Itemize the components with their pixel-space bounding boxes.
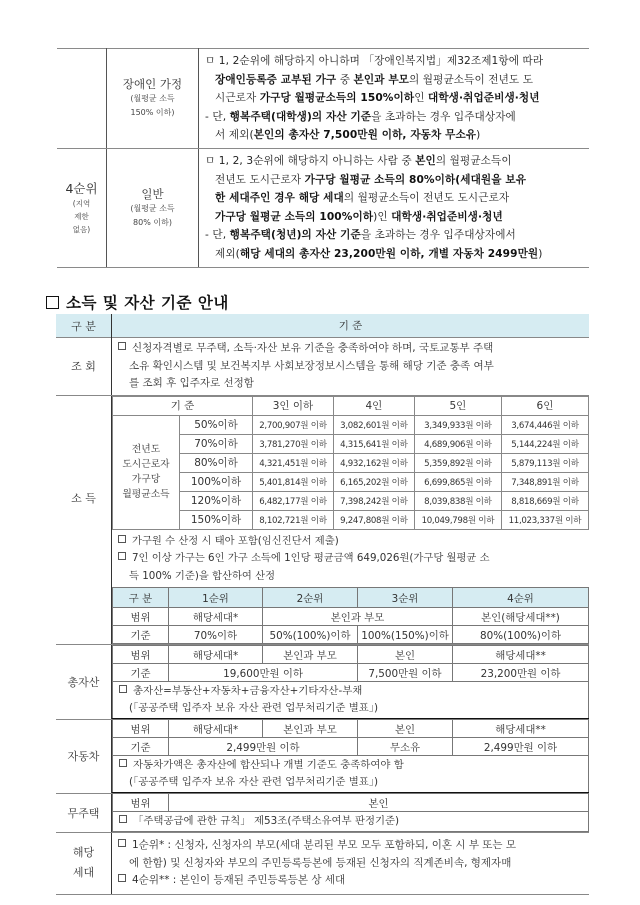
rank-cell: 본인(해당세대**) — [453, 608, 589, 626]
description-segment: - 단, — [205, 229, 230, 242]
description-segment: 가구당 월평균 소득의 100%이하 — [215, 210, 374, 223]
inquiry-line: 를 조회 후 입주자로 선정함 — [129, 377, 254, 389]
description-line — [205, 89, 585, 108]
rank-header-cell: 1순위 — [169, 588, 263, 608]
income-value-cell: 9,247,808원 이하 — [333, 510, 414, 529]
rank-cell: 범위 — [113, 794, 169, 812]
assets-std-row — [113, 664, 589, 682]
income-value-cell: 7,398,242원 이하 — [333, 491, 414, 510]
income-value-cell: 8,818,669원 이하 — [501, 491, 588, 510]
header-criteria: 기 준 — [112, 314, 590, 338]
nohouse-note-row — [113, 812, 589, 832]
description-segment: 의 월평균소득이 — [435, 154, 512, 167]
description-line — [205, 108, 585, 127]
checkbox-bullet-icon — [119, 685, 127, 693]
rank-cell: 해당세대* — [169, 608, 263, 626]
eligibility-table — [57, 48, 589, 268]
checkbox-bullet-icon — [118, 874, 126, 882]
income-grid-header — [113, 396, 589, 415]
nohouse-table — [112, 793, 589, 832]
income-label-text: 소 득 — [71, 491, 96, 505]
income-value-cell: 4,315,641원 이하 — [333, 434, 414, 453]
section-title — [46, 291, 229, 313]
rank-cell: 본인 — [358, 646, 453, 664]
rank-cell: 80%(100%)이하 — [453, 626, 589, 644]
income-notes — [112, 530, 589, 588]
type-label: 장애인 가정 — [122, 77, 183, 92]
checkbox-bullet-icon — [118, 839, 126, 847]
rank-cell: 70%이하 — [169, 626, 263, 644]
household-text — [112, 833, 590, 895]
income-value-cell: 4,932,162원 이하 — [333, 453, 414, 472]
income-value-cell: 8,102,721원 이하 — [253, 510, 334, 529]
income-grid-header-cell: 3인 이하 — [253, 396, 334, 415]
income-group-line: 월평균소득 — [122, 489, 170, 500]
description-segment: 제외( — [215, 247, 240, 260]
section-title-text: 소득 및 자산 기준 안내 — [66, 294, 229, 312]
rank-sub-label: (지역 제한 없음) — [72, 199, 91, 235]
description-segment: 행복주택(대학생)의 자산 기준 — [229, 110, 372, 123]
description-segment: ) — [476, 129, 481, 142]
description-segment: 본인의 총자산 7,500만원 이하, 자동차 무소유 — [253, 129, 477, 142]
income-pct-cell: 120%이하 — [180, 491, 253, 510]
rank-cell: 범위 — [113, 720, 169, 738]
income-group-line: 도시근로자 — [122, 459, 170, 470]
description-line — [205, 189, 585, 208]
car-std-row — [113, 738, 589, 756]
checkbox-bullet-icon — [119, 759, 127, 767]
car-scope-row — [113, 720, 589, 738]
inquiry-text — [112, 338, 590, 396]
income-value-cell: 5,879,113원 이하 — [501, 453, 588, 472]
assets-note-row — [113, 682, 589, 719]
checkbox-bullet-icon — [119, 815, 127, 823]
checkbox-bullet-icon — [118, 552, 126, 560]
income-pct-cell: 150%이하 — [180, 510, 253, 529]
checkbox-bullet-icon — [118, 535, 126, 543]
household-label-text: 해당 — [72, 846, 95, 860]
household-note: 에 한함) 및 신청자와 부모의 주민등록등본에 등재된 신청자의 직계존비속, 형제자매 — [129, 856, 512, 869]
income-pct-cell: 70%이하 — [180, 434, 253, 453]
description-segment: 대학생·취업준비생·청년 — [391, 210, 503, 223]
income-value-cell: 11,023,337원 이하 — [501, 510, 588, 529]
assets-scope-row — [113, 646, 589, 664]
description-segment: ㅁ 1, 2, 3순위에 해당하지 아니하는 사람 중 — [205, 154, 416, 167]
type-sub-label: 150% 이하) — [130, 108, 175, 118]
assets-note-text: (「공공주택 입주자 보유 자산 관련 업무처리기준 별표」) — [129, 702, 379, 714]
nohouse-label: 무주택 — [56, 793, 112, 833]
description-segment: 가구당 월평균 소득의 80%이하(세대원을 보유 — [304, 173, 527, 186]
description-line — [205, 152, 585, 171]
income-value-cell: 6,165,202원 이하 — [333, 472, 414, 491]
income-note: 득 100% 기준)을 합산하여 산정 — [129, 569, 276, 582]
rank-cell: 23,200만원 이하 — [453, 664, 589, 682]
income-pct-cell: 80%이하 — [180, 453, 253, 472]
income-content — [112, 395, 590, 645]
income-note: 7인 이상 가구는 6인 가구 소득에 1인당 평균금액 649,026원(가구당 월평균 소 — [132, 552, 490, 564]
income-threshold-table — [112, 396, 589, 530]
income-value-cell: 4,689,906원 이하 — [414, 434, 501, 453]
car-table — [112, 719, 589, 793]
assets-note — [113, 682, 589, 719]
income-value-cell: 3,082,601원 이하 — [333, 415, 414, 434]
rank-header-cell: 4순위 — [453, 588, 589, 608]
rank-cell: 본인 — [358, 720, 453, 738]
income-value-cell: 6,699,865원 이하 — [414, 472, 501, 491]
income-value-cell: 5,144,224원 이하 — [501, 434, 588, 453]
household-label — [56, 833, 112, 895]
rank-cell: 본인과 부모 — [263, 720, 358, 738]
rank-cell: 무소유 — [358, 738, 453, 756]
rank-cell: 50%(100%)이하 — [263, 626, 358, 644]
rank-header-row — [113, 588, 589, 608]
income-group-line: 전년도 — [131, 444, 161, 455]
rank-cell: 본인과 부모 — [263, 646, 358, 664]
inquiry-label: 조 회 — [56, 338, 112, 396]
rank-cell: 기준 — [113, 664, 169, 682]
description-segment: ) — [538, 247, 543, 260]
income-grid-row — [113, 453, 589, 472]
description-segment: 시근로자 — [215, 92, 260, 105]
inquiry-line: 소유 확인시스템 및 보건복지부 사회보장정보시스템을 통해 해당 기준 충족 여부 — [129, 359, 494, 372]
assets-content — [112, 645, 590, 720]
description-segment: 인 — [414, 92, 428, 105]
rank-cell: 19,600만원 이하 — [169, 664, 358, 682]
rank-cell: 2,499만원 이하 — [453, 738, 589, 756]
nohouse-scope-row — [113, 794, 589, 812]
nohouse-note-text: 「주택공급에 관한 규칙」 제53조(주택소유여부 판정기준) — [133, 815, 400, 827]
rank-cell: 해당세대** — [453, 720, 589, 738]
income-label — [56, 395, 112, 645]
description-segment: 을 초과하는 경우 입주대상자에 — [371, 110, 516, 123]
assets-label: 총자산 — [56, 645, 112, 720]
nohouse-row — [56, 793, 589, 833]
rank-header-cell: 구 분 — [113, 588, 169, 608]
description-line — [205, 171, 585, 190]
rank-cell: 기준 — [113, 626, 169, 644]
inquiry-line: 신청자격별로 무주택, 소득·자산 보유 기준을 충족하여야 하며, 국토교통부 주택 — [132, 342, 494, 354]
eligibility-row — [57, 49, 589, 149]
description-line — [205, 245, 585, 264]
household-row — [56, 833, 589, 895]
type-sub-label: (월평균 소득 — [130, 203, 175, 213]
car-note-row — [113, 756, 589, 793]
car-note-text: (「공공주택 입주자 보유 자산 관련 업무처리기준 별표」) — [129, 776, 379, 788]
rank-cell: 2,499만원 이하 — [169, 738, 358, 756]
income-pct-cell: 100%이하 — [180, 472, 253, 491]
checkbox-bullet-icon — [118, 342, 126, 350]
car-note-text: 자동차가액은 총자산에 합산되나 개별 기준도 충족하여야 함 — [133, 759, 404, 771]
description-line — [205, 208, 585, 227]
description-segment: 대학생·취업준비생·청년 — [428, 92, 540, 105]
rank-cell: 범위 — [113, 646, 169, 664]
household-label-text: 세대 — [72, 866, 95, 880]
rank-cell: 7,500만원 이하 — [358, 664, 453, 682]
income-row — [56, 395, 589, 645]
income-value-cell: 5,401,814원 이하 — [253, 472, 334, 491]
income-grid-row — [113, 472, 589, 491]
description-segment: 전년도 도시근로자 — [215, 173, 305, 186]
income-grid-header-cell: 5인 — [414, 396, 501, 415]
rank-cell: 본인과 부모 — [263, 608, 453, 626]
type-cell — [107, 49, 199, 149]
description-segment: 을 초과하는 경우 입주대상자에서 — [360, 229, 516, 242]
assets-row — [56, 645, 589, 720]
criteria-table — [56, 314, 589, 895]
income-group-line: 가구당 — [131, 474, 161, 485]
description-segment: 의 월평균소득이 전년도 도 — [409, 73, 534, 86]
rank-cell — [57, 49, 107, 149]
rank-label: 4순위 — [65, 181, 98, 197]
income-grid-header-cell: 기 준 — [113, 396, 253, 415]
description-segment: 본인 — [415, 154, 436, 167]
header-category: 구 분 — [56, 314, 112, 338]
assets-note-text: 총자산=부동산+자동차+금융자산+기타자산-부채 — [133, 685, 363, 697]
description-segment: 행복주택(청년)의 자산 기준 — [229, 229, 361, 242]
rank-cell: 해당세대* — [169, 646, 263, 664]
income-grid-row — [113, 434, 589, 453]
rank-cell — [57, 148, 107, 267]
description-segment: 장애인등록증 교부된 가구 — [215, 73, 337, 86]
rank-cell: 범위 — [113, 608, 169, 626]
rank-cell: 본인 — [169, 794, 589, 812]
income-grid-row — [113, 510, 589, 529]
description-segment: )인 — [373, 210, 392, 223]
type-label: 일반 — [141, 186, 164, 201]
income-value-cell: 3,674,446원 이하 — [501, 415, 588, 434]
description-line — [205, 71, 585, 90]
income-pct-cell: 50%이하 — [180, 415, 253, 434]
income-std-row — [113, 626, 589, 644]
description-cell — [199, 49, 590, 149]
household-note: 1순위* : 신청자, 신청자의 부모(세대 분리된 부모 모두 포함하되, 이혼 시 부 또는 모 — [132, 839, 517, 851]
nohouse-note — [113, 812, 589, 832]
household-note: 4순위** : 본인이 등재된 주민등록등본 상 세대 — [132, 874, 346, 886]
rank-header-cell: 2순위 — [263, 588, 358, 608]
description-line — [205, 52, 585, 71]
income-note: 가구원 수 산정 시 태아 포함(임신진단서 제출) — [132, 534, 339, 547]
description-segment: ㅁ 1, 2순위에 해당하지 아니하며 「장애인복지법」제32조제1항에 따라 — [205, 55, 544, 67]
car-label: 자동차 — [56, 719, 112, 793]
income-grid-row — [113, 415, 589, 434]
rank-header-cell: 3순위 — [358, 588, 453, 608]
nohouse-content — [112, 793, 590, 833]
income-value-cell: 2,700,907원 이하 — [253, 415, 334, 434]
income-grid-row — [113, 491, 589, 510]
description-segment: 중 — [336, 73, 354, 86]
rank-cell: 해당세대** — [453, 646, 589, 664]
description-segment: 해당 세대의 총자산 23,200만원 이하, 개별 자동차 2499만원 — [239, 247, 539, 260]
income-value-cell: 8,039,838원 이하 — [414, 491, 501, 510]
description-segment: - 단, — [205, 110, 230, 123]
rank-cell: 기준 — [113, 738, 169, 756]
eligibility-row — [57, 148, 589, 267]
car-content — [112, 719, 590, 793]
income-value-cell: 3,349,933원 이하 — [414, 415, 501, 434]
income-value-cell: 4,321,451원 이하 — [253, 453, 334, 472]
car-note — [113, 756, 589, 793]
income-value-cell: 5,359,892원 이하 — [414, 453, 501, 472]
income-scope-row — [113, 608, 589, 626]
income-value-cell: 10,049,798원 이하 — [414, 510, 501, 529]
income-group-label — [113, 415, 180, 529]
income-value-cell: 7,348,891원 이하 — [501, 472, 588, 491]
description-segment: 본인과 부모 — [353, 73, 409, 86]
type-sub-label: 80% 이하) — [133, 217, 172, 227]
description-segment: 가구당 월평균소득의 150%이하 — [259, 92, 415, 105]
income-grid-header-cell: 6인 — [501, 396, 588, 415]
square-bullet-icon — [46, 296, 59, 309]
type-sub-label: (월평균 소득 — [130, 94, 175, 104]
inquiry-row — [56, 338, 589, 396]
rank-cell: 해당세대* — [169, 720, 263, 738]
income-value-cell: 6,482,177원 이하 — [253, 491, 334, 510]
description-segment: 서 제외( — [215, 129, 254, 142]
description-line — [205, 226, 585, 245]
criteria-header-row — [56, 314, 589, 338]
income-grid-header-cell: 4인 — [333, 396, 414, 415]
income-value-cell: 3,781,270원 이하 — [253, 434, 334, 453]
rank-cell: 100%(150%)이하 — [358, 626, 453, 644]
description-line — [205, 126, 585, 145]
assets-table — [112, 645, 589, 719]
rank-income-table — [112, 587, 589, 644]
description-cell — [199, 148, 590, 267]
description-segment: 한 세대주인 경우 해당 세대 — [215, 192, 344, 205]
type-cell — [107, 148, 199, 267]
car-row — [56, 719, 589, 793]
description-segment: 의 월평균소득이 전년도 도시근로자 — [343, 192, 510, 205]
